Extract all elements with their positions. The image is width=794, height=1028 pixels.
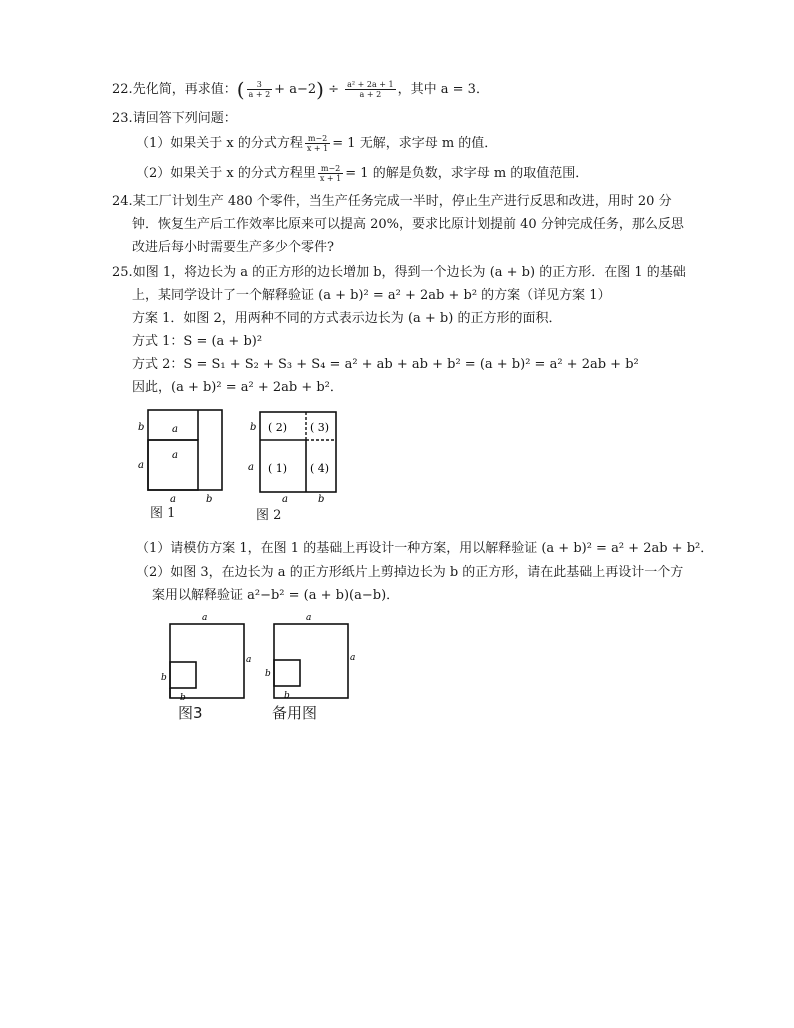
label-b-bottom: b — [284, 691, 290, 701]
figure-2 — [244, 404, 344, 504]
figure-3 — [156, 610, 256, 704]
q24-number: 24. — [112, 194, 133, 209]
q22-fraction-2 — [345, 80, 396, 99]
q23-part-2 — [136, 164, 588, 183]
region-1-label: ( 1) — [268, 462, 288, 475]
q23-part-2-fraction — [318, 164, 343, 183]
q25-line-3: 方案 1．如图 2，用两种不同的方式表示边长为 (a + b) 的正方形的面积． — [132, 311, 562, 326]
figure-3-caption: 图3 — [178, 704, 203, 722]
label-a-top: a — [172, 424, 178, 435]
q22-fraction-1-numerator: 3 — [247, 80, 273, 90]
q23-part-1-text: （1）如果关于 x 的分式方程 — [136, 136, 303, 151]
label-a-top: a — [306, 613, 312, 623]
q25-sub-2-line-1: （2）如图 3，在边长为 a 的正方形纸片上剪掉边长为 b 的正方形，请在此基础上再设计一个方 — [136, 565, 684, 580]
label-a-bottom: a — [170, 494, 176, 504]
label-b-bottom: b — [180, 693, 186, 703]
q24-line-2: 钟．恢复生产后工作效率比原来可以提高 20%，要求比原计划提前 40 分钟完成任务，那么反思 — [132, 217, 684, 232]
figure-1-caption: 图 1 — [150, 506, 176, 521]
q25-sub-1: （1）请模仿方案 1，在图 1 的基础上再设计一种方案，用以解释验证 (a + b)² = a² + 2ab + b²． — [136, 541, 714, 556]
q22-fraction-2-denominator: a + 2 — [359, 90, 382, 99]
label-b-left: b — [265, 669, 271, 679]
q22-middle: + a−2 — [274, 82, 317, 97]
q22-divide: ÷ — [328, 82, 339, 97]
region-2-label: ( 2) — [268, 421, 288, 434]
q22-prefix: 先化简，再求值： — [132, 82, 237, 97]
region-4-label: ( 4) — [310, 462, 330, 475]
label-a-right: a — [350, 653, 356, 663]
small-square — [274, 660, 300, 686]
label-b-left: b — [138, 422, 145, 433]
label-a-left: a — [248, 462, 254, 473]
right-paren: ) — [316, 77, 324, 102]
figure-1-diagram — [132, 404, 232, 504]
outer-square — [170, 624, 244, 698]
outer-square — [148, 410, 222, 490]
q23-part-1-numerator: m−2 — [305, 134, 330, 144]
q24-line-3: 改进后每小时需要生产多少个零件? — [132, 240, 334, 255]
label-a-top: a — [202, 613, 208, 623]
q25-line-4: 方式 1：S = (a + b)² — [132, 334, 263, 349]
backup-figure — [262, 610, 362, 704]
label-b-bottom: b — [318, 494, 325, 504]
q25-line-5: 方式 2：S = S₁ + S₂ + S₃ + S₄ = a² + ab + ab + b² = (a + b)² = a² + 2ab + b² — [132, 357, 639, 372]
label-b-left: b — [250, 422, 257, 433]
q23-title — [112, 110, 237, 128]
figure-1 — [132, 404, 232, 504]
backup-figure-diagram — [262, 610, 362, 704]
q25-text-1: 如图 1，将边长为 a 的正方形的边长增加 b，得到一个边长为 (a + b) 的正方形．在图 1 的基础 — [132, 265, 686, 280]
q25-number: 25. — [112, 265, 133, 280]
q22 — [112, 77, 489, 102]
q23-part-1-denominator: x + 1 — [306, 144, 329, 153]
label-b-left: b — [161, 673, 167, 683]
figure-2-caption: 图 2 — [256, 508, 282, 523]
q22-fraction-1 — [247, 80, 273, 99]
q22-fraction-1-denominator: a + 2 — [248, 90, 271, 99]
q22-suffix: ，其中 a = 3． — [397, 82, 489, 97]
label-a-inner: a — [172, 450, 178, 461]
q23-part-1 — [136, 134, 497, 153]
figure-3-diagram — [156, 610, 256, 704]
q23-part-2-denominator: x + 1 — [319, 174, 342, 183]
q23-part-2-text: （2）如果关于 x 的分式方程里 — [136, 166, 316, 181]
q24-line-1 — [112, 193, 672, 211]
label-a-right: a — [246, 655, 252, 665]
q25-line-1 — [112, 264, 686, 282]
q25-sub-2-line-2: 案用以解释验证 a²−b² = (a + b)(a−b)． — [152, 588, 400, 603]
q23-part-1-rest: = 1 无解，求字母 m 的值． — [332, 136, 498, 151]
figure-2-diagram — [244, 404, 344, 504]
q23-part-2-numerator: m−2 — [318, 164, 343, 174]
q22-fraction-2-numerator: a² + 2a + 1 — [347, 80, 394, 89]
q23-part-2-rest: = 1 的解是负数，求字母 m 的取值范围． — [345, 166, 589, 181]
label-a-bottom: a — [282, 494, 288, 504]
q22-number: 22. — [112, 82, 133, 97]
small-square — [170, 662, 196, 688]
region-3-label: ( 3) — [310, 421, 330, 434]
q24-text-1: 某工厂计划生产 480 个零件，当生产任务完成一半时，停止生产进行反思和改进，用时 20 分 — [132, 194, 672, 209]
left-paren: ( — [236, 77, 245, 102]
q25-line-2: 上，某同学设计了一个解释验证 (a + b)² = a² + 2ab + b² 的方案（详见方案 1） — [132, 288, 611, 303]
label-b-bottom: b — [206, 494, 213, 504]
outer-square — [274, 624, 348, 698]
inner-square — [148, 440, 198, 490]
q25-line-6: 因此，(a + b)² = a² + 2ab + b²． — [132, 380, 343, 395]
backup-figure-caption: 备用图 — [272, 704, 318, 722]
q23-part-1-fraction — [305, 134, 330, 153]
q23-number: 23. — [112, 111, 133, 126]
label-a-left: a — [138, 460, 144, 471]
q23-title-text: 请回答下列问题： — [132, 111, 237, 126]
